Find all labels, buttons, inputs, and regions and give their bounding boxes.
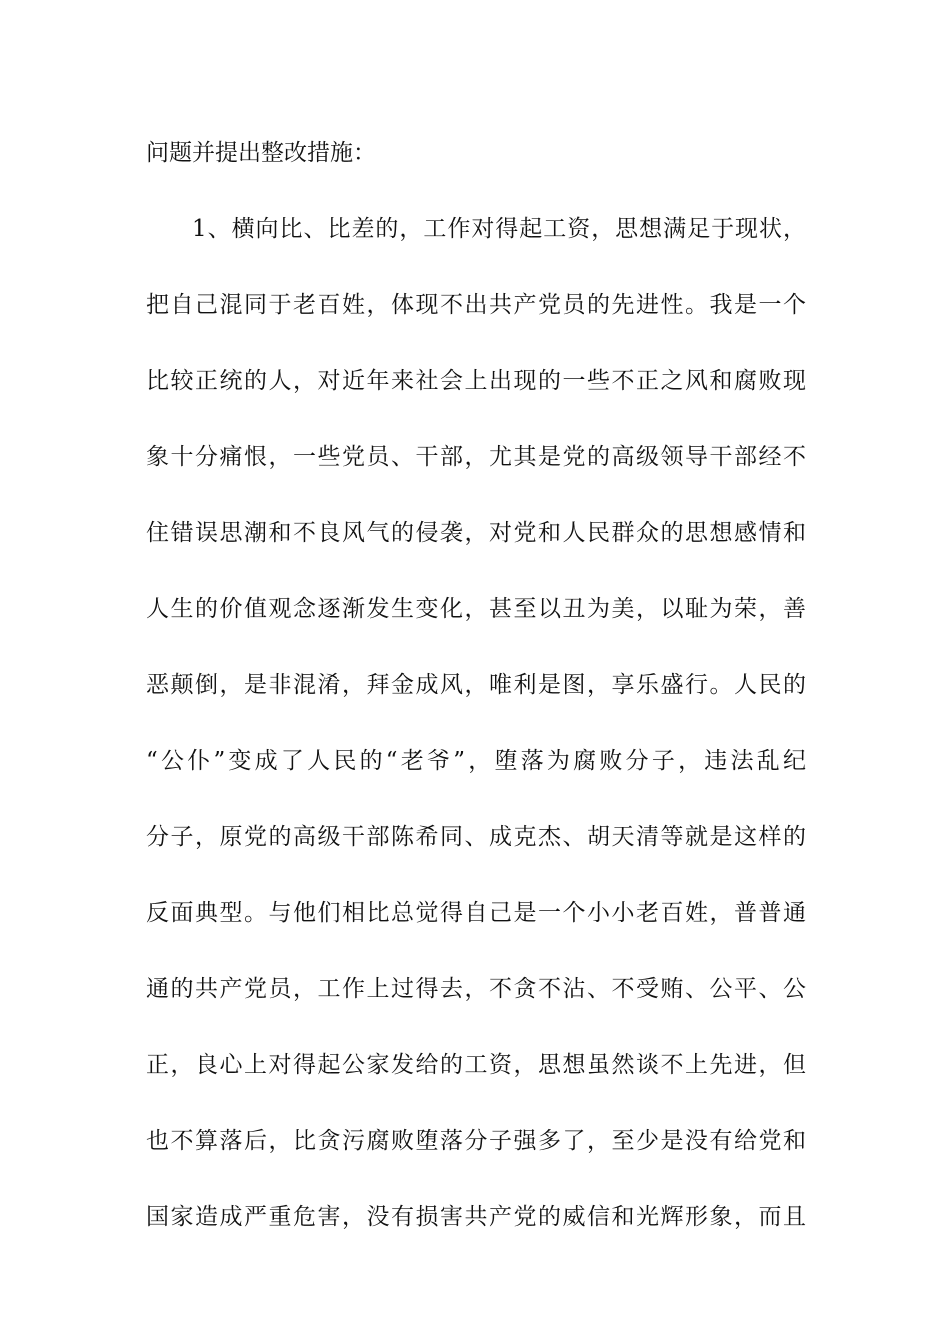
body-text xyxy=(146,133,806,1273)
text-line: 问题并提出整改措施： xyxy=(146,140,376,166)
text-line: 比较正统的人，对近年来社会上出现的一些不正之风和腐败现 xyxy=(146,368,806,394)
text-line: 恶颠倒，是非混淆，拜金成风，唯利是图，享乐盛行。人民的 xyxy=(146,672,806,698)
text-line: 人生的价值观念逐渐发生变化，甚至以丑为美，以耻为荣，善 xyxy=(146,596,806,622)
text-line: 也不算落后，比贪污腐败堕落分子强多了，至少是没有给党和 xyxy=(146,1128,806,1154)
text-line: “公仆”变成了人民的“老爷”，堕落为腐败分子，违法乱纪 xyxy=(146,748,806,774)
text-line: 反面典型。与他们相比总觉得自己是一个小小老百姓，普普通 xyxy=(146,900,806,926)
text-line: 国家造成严重危害，没有损害共产党的威信和光辉形象，而且 xyxy=(146,1204,806,1230)
text-line: 住错误思潮和不良风气的侵袭，对党和人民群众的思想感情和 xyxy=(146,520,806,546)
text-line: 通的共产党员，工作上过得去，不贪不沾、不受贿、公平、公 xyxy=(146,976,806,1002)
text-line: 正，良心上对得起公家发给的工资，思想虽然谈不上先进，但 xyxy=(146,1052,806,1078)
text-line: 1、横向比、比差的，工作对得起工资，思想满足于现状， xyxy=(192,216,806,242)
text-line: 把自己混同于老百姓，体现不出共产党员的先进性。我是一个 xyxy=(146,292,806,318)
text-line: 象十分痛恨，一些党员、干部，尤其是党的高级领导干部经不 xyxy=(146,444,806,470)
text-line: 分子，原党的高级干部陈希同、成克杰、胡天清等就是这样的 xyxy=(146,824,806,850)
